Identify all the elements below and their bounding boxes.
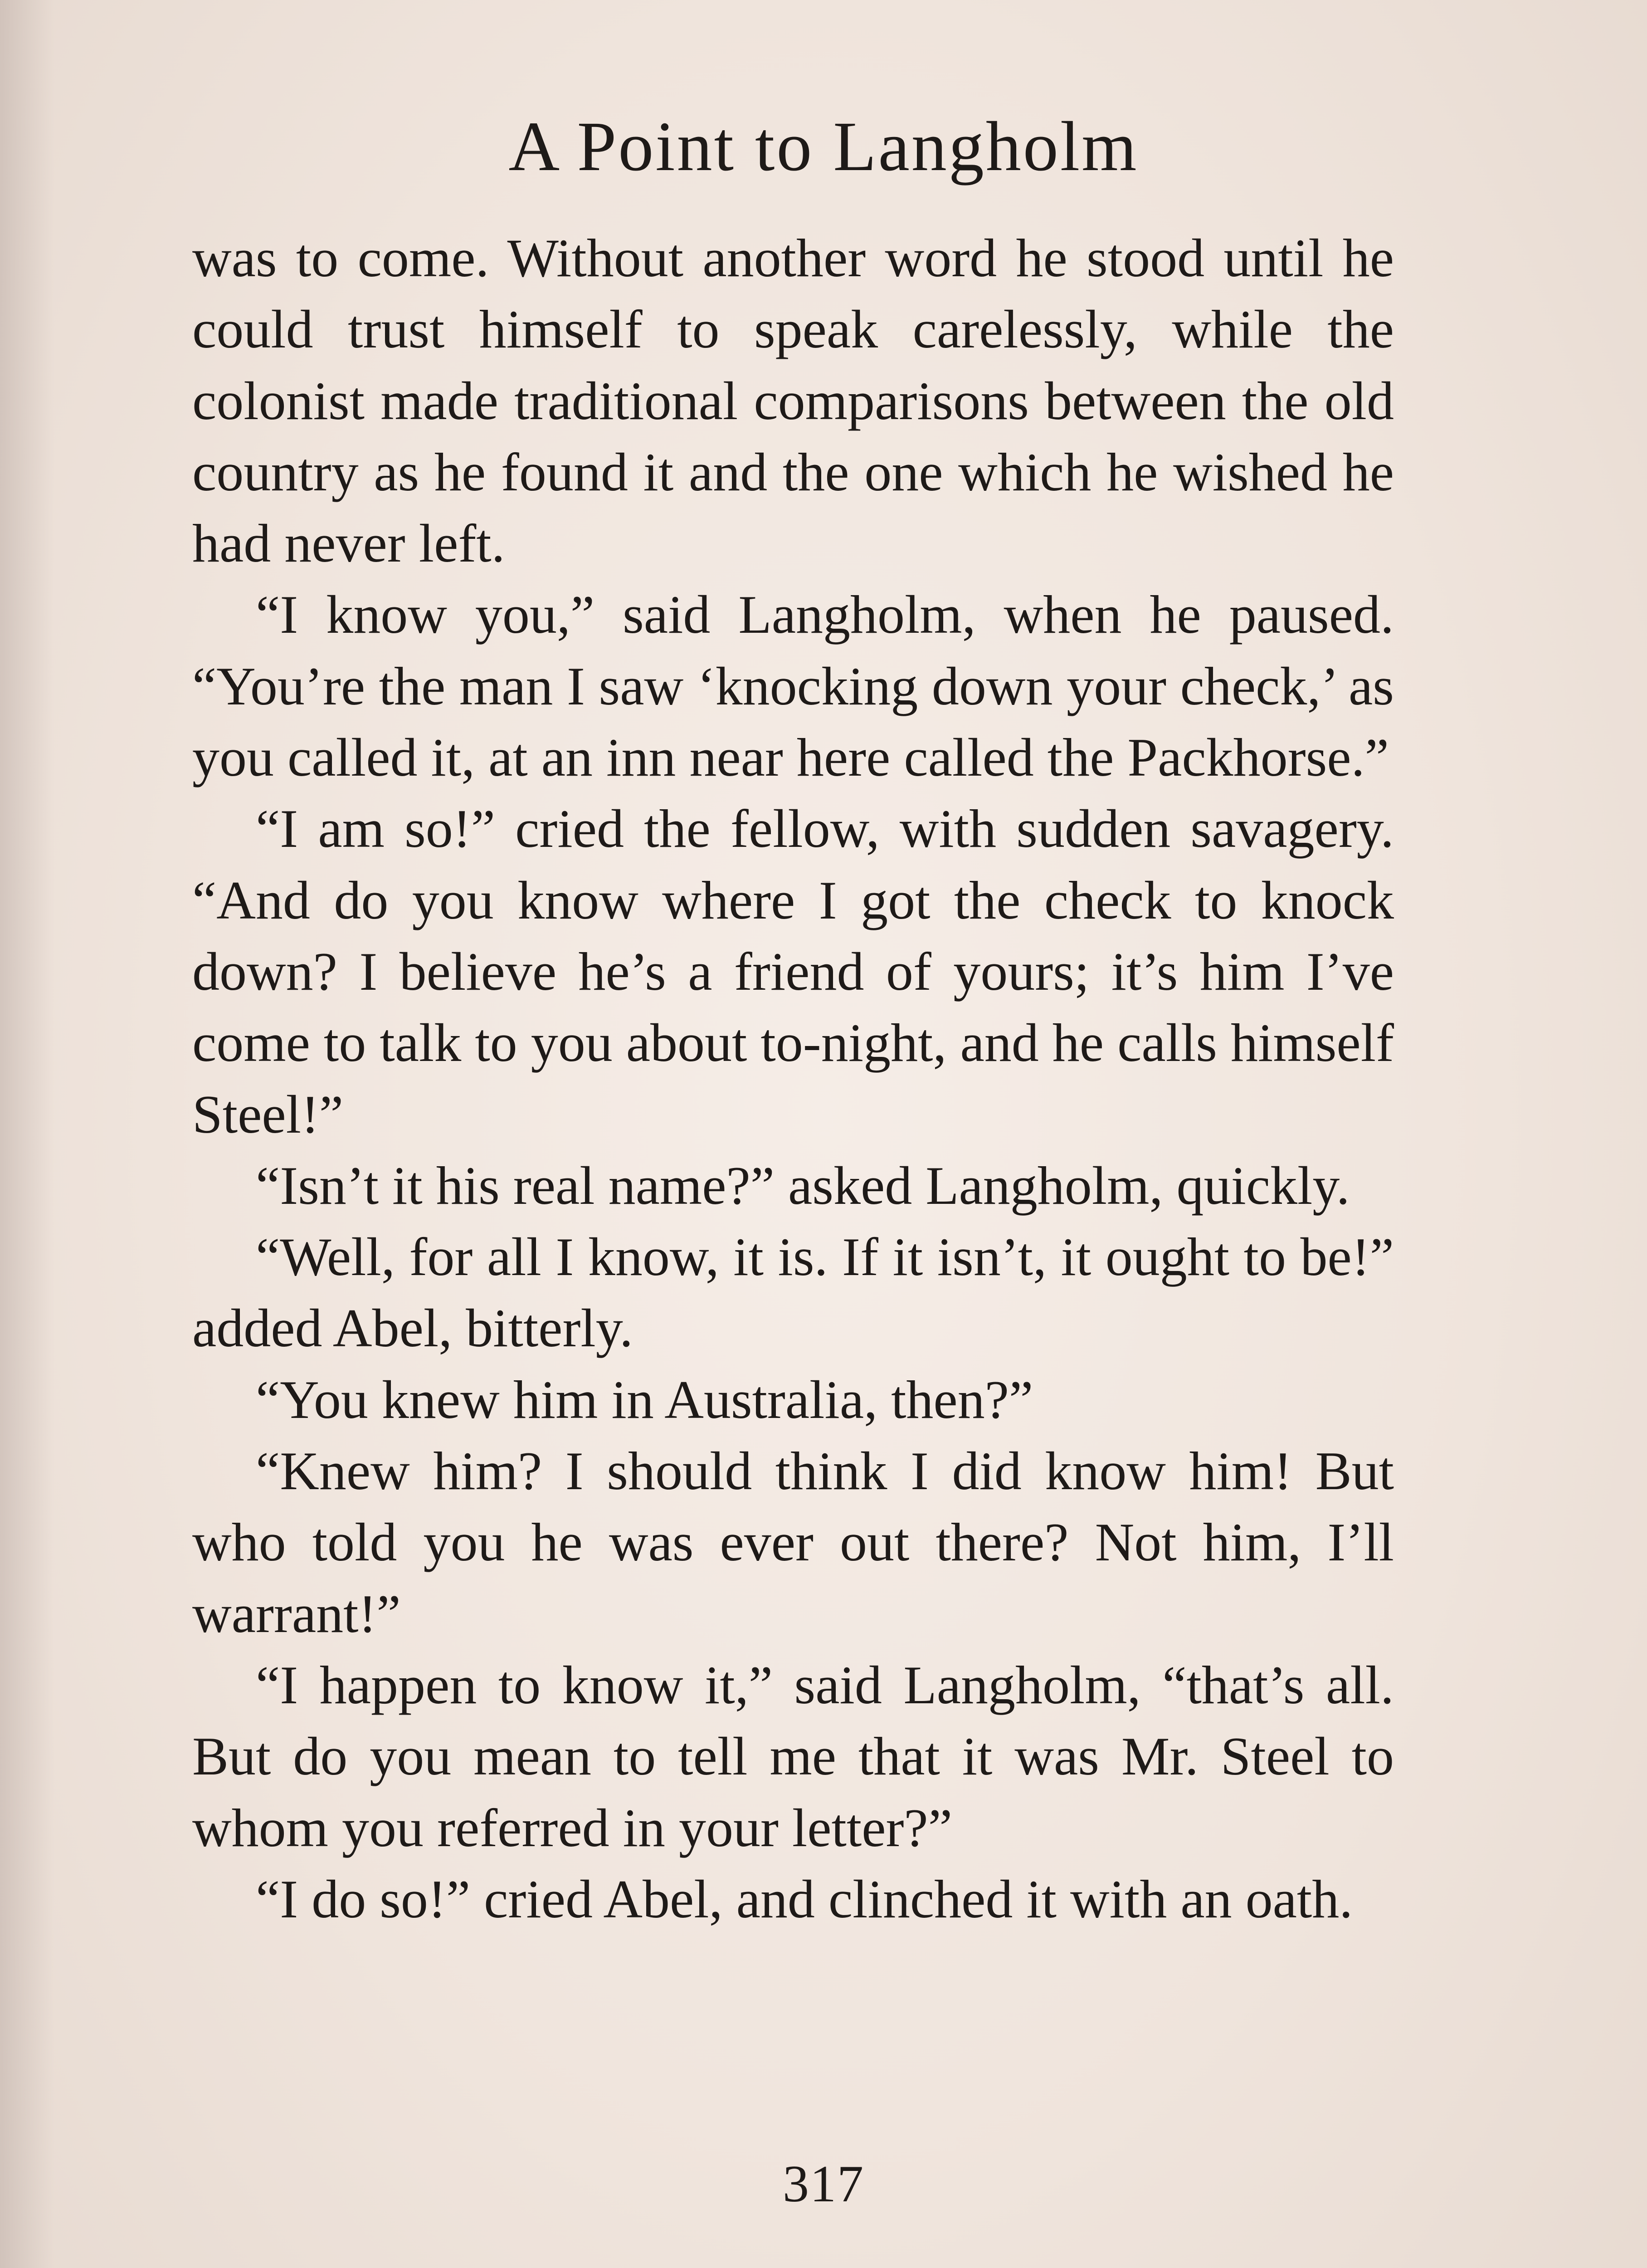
paragraph-2: “I know you,” said Langholm, when he paused. “You’re the man I saw ‘knocking down your check,’ as you called it, at an inn near here called the Packhorse.” xyxy=(192,584,1394,788)
gutter-shadow xyxy=(0,0,54,2268)
paragraph-5: “Well, for all I know, it is. If it isn’t, it ought to be!” added Abel, bitterly. xyxy=(192,1227,1394,1359)
paragraph-8: “I happen to know it,” said Langholm, “that’s all. But do you mean to tell me that it was Mr. Steel to whom you referred in your letter?” xyxy=(192,1654,1394,1858)
paragraph-9: “I do so!” cried Abel, and clinched it with an oath. xyxy=(256,1868,1353,1929)
paragraph-1: was to come. Without another word he stood until he could trust himself to speak carelessly, while the colonist made traditional comparisons between the old country as he found it and the one which he wished he had never left. xyxy=(192,228,1394,574)
body-text xyxy=(192,222,1394,1935)
paragraph-4: “Isn’t it his real name?” asked Langholm, quickly. xyxy=(256,1155,1350,1216)
paragraph-6: “You knew him in Australia, then?” xyxy=(256,1369,1033,1430)
paragraph-3: “I am so!” cried the fellow, with sudden savagery. “And do you know where I got the check to knock down? I believe he’s a friend of yours; it’s him I’ve come to talk to you about to-night, and he calls himself Steel!” xyxy=(192,798,1394,1144)
paragraph-7: “Knew him? I should think I did know him! But who told you he was ever out there? Not him, I’ll warrant!” xyxy=(192,1441,1394,1644)
page-number: 317 xyxy=(783,2155,864,2213)
running-head: A Point to Langholm xyxy=(508,107,1139,186)
